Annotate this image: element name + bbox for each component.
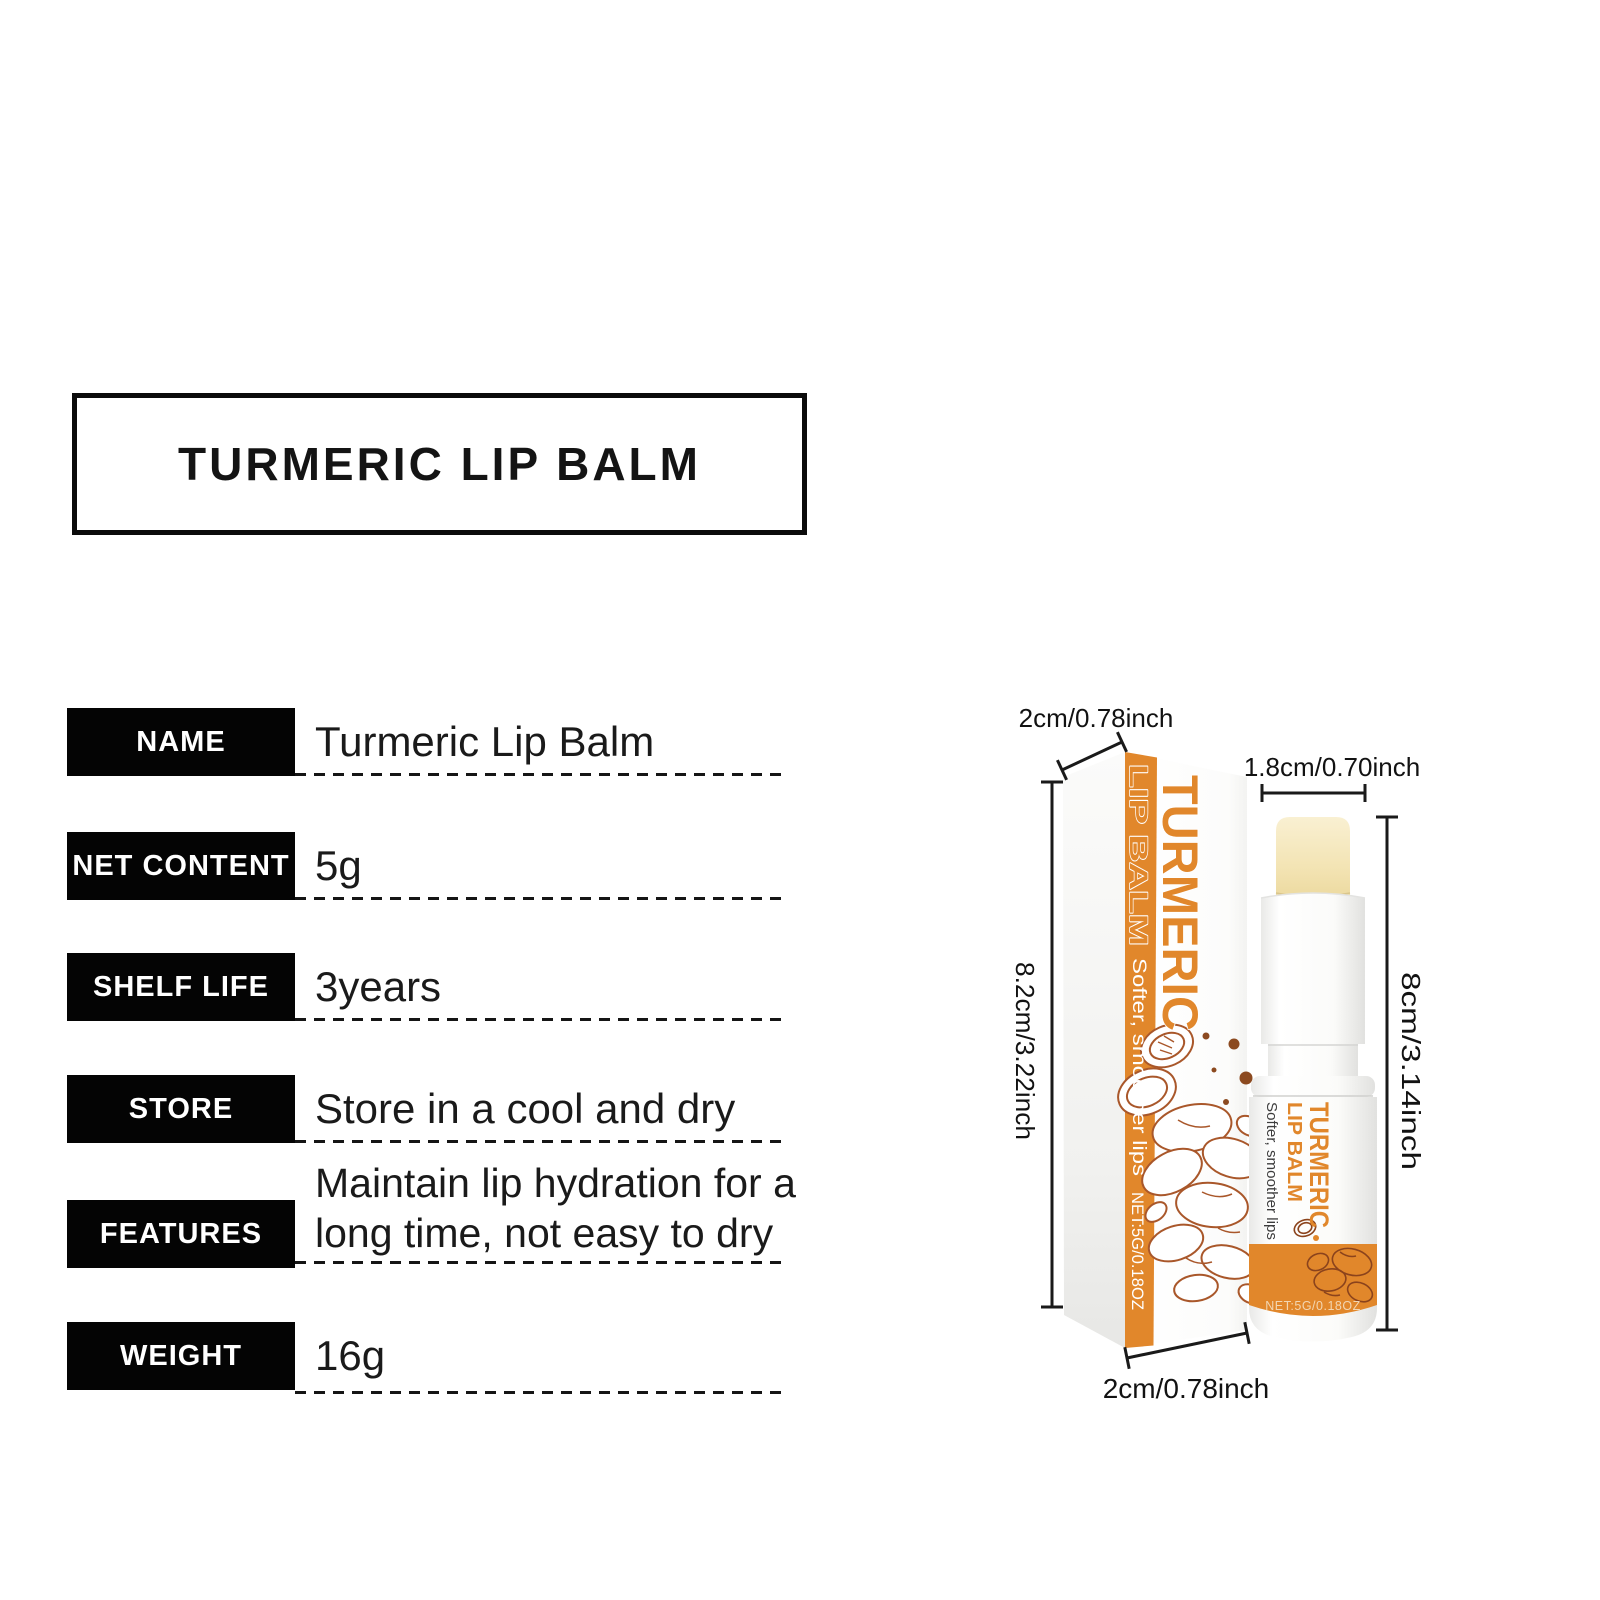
divider-dashed xyxy=(295,897,783,900)
spec-label-weight xyxy=(67,1322,295,1390)
spec-label-text: WEIGHT xyxy=(120,1339,242,1372)
spec-label-name xyxy=(67,708,295,776)
box-brand-text: TURMERIC xyxy=(1152,775,1208,1039)
box-net-content-text: NET:5G/0.18OZ xyxy=(1128,1192,1146,1310)
carton-box xyxy=(1063,752,1267,1348)
lip-balm-stick xyxy=(1249,817,1377,1342)
title-box xyxy=(72,393,807,535)
spec-label-text: FEATURES xyxy=(99,1217,263,1250)
spec-label-text: STORE xyxy=(128,1092,234,1125)
page-title: TURMERIC LIP BALM xyxy=(178,438,701,490)
box-side-face xyxy=(1063,752,1125,1348)
divider-dashed xyxy=(295,1391,783,1394)
spec-value-name: Turmeric Lip Balm xyxy=(315,718,655,765)
spec-label-store xyxy=(67,1075,295,1143)
stick-sub-brand-text: LIP BALM xyxy=(1283,1102,1305,1197)
dimension-label-box-width: 2cm/0.78inch xyxy=(1018,703,1174,733)
features-line-1: Maintain lip hydration for a xyxy=(315,1160,796,1206)
divider-dashed xyxy=(295,773,783,776)
product-dimension-figure xyxy=(950,655,1490,1425)
balm-stick-core xyxy=(1276,817,1350,900)
divider-dashed xyxy=(295,1018,783,1021)
spec-value-store: Store in a cool and dry xyxy=(315,1085,736,1132)
spec-label-net-content xyxy=(67,832,295,900)
spec-label-text: NET CONTENT xyxy=(72,849,290,882)
features-line-2: long time, not easy to dry xyxy=(315,1210,774,1256)
tube-neck-ring xyxy=(1268,1044,1358,1078)
spec-value-features xyxy=(315,1158,796,1258)
stick-net-content-text: NET:5G/0.18OZ xyxy=(1265,1299,1361,1313)
dimension-label-stick-height: 8cm/3.14inch xyxy=(1396,972,1426,1127)
stick-tagline-text: Softer, smoother lips xyxy=(1263,1102,1279,1235)
box-sub-brand-text: LIP BALM xyxy=(1124,764,1152,882)
box-tagline-text: Softer, smoother lips xyxy=(1128,958,1149,1132)
spec-label-features xyxy=(67,1200,295,1268)
spec-value-net-content: 5g xyxy=(315,842,362,889)
spec-value-shelf-life: 3years xyxy=(315,963,442,1010)
divider-dashed xyxy=(295,1140,783,1143)
dimension-label-box-depth: 2cm/0.78inch xyxy=(1102,1373,1270,1404)
dimension-label-stick-width: 1.8cm/0.70inch xyxy=(1243,752,1421,782)
dimension-label-box-height: 8.2cm/3.22inch xyxy=(1010,962,1040,1139)
stick-brand-text: TURMERIC xyxy=(1304,1102,1334,1245)
spec-label-text: SHELF LIFE xyxy=(93,970,269,1003)
spec-label-shelf-life xyxy=(67,953,295,1021)
divider-dashed xyxy=(295,1261,783,1264)
spec-value-weight: 16g xyxy=(315,1332,386,1379)
tube-upper-section xyxy=(1261,893,1365,1044)
tube-collar xyxy=(1251,1076,1375,1097)
spec-label-text: NAME xyxy=(136,725,226,758)
